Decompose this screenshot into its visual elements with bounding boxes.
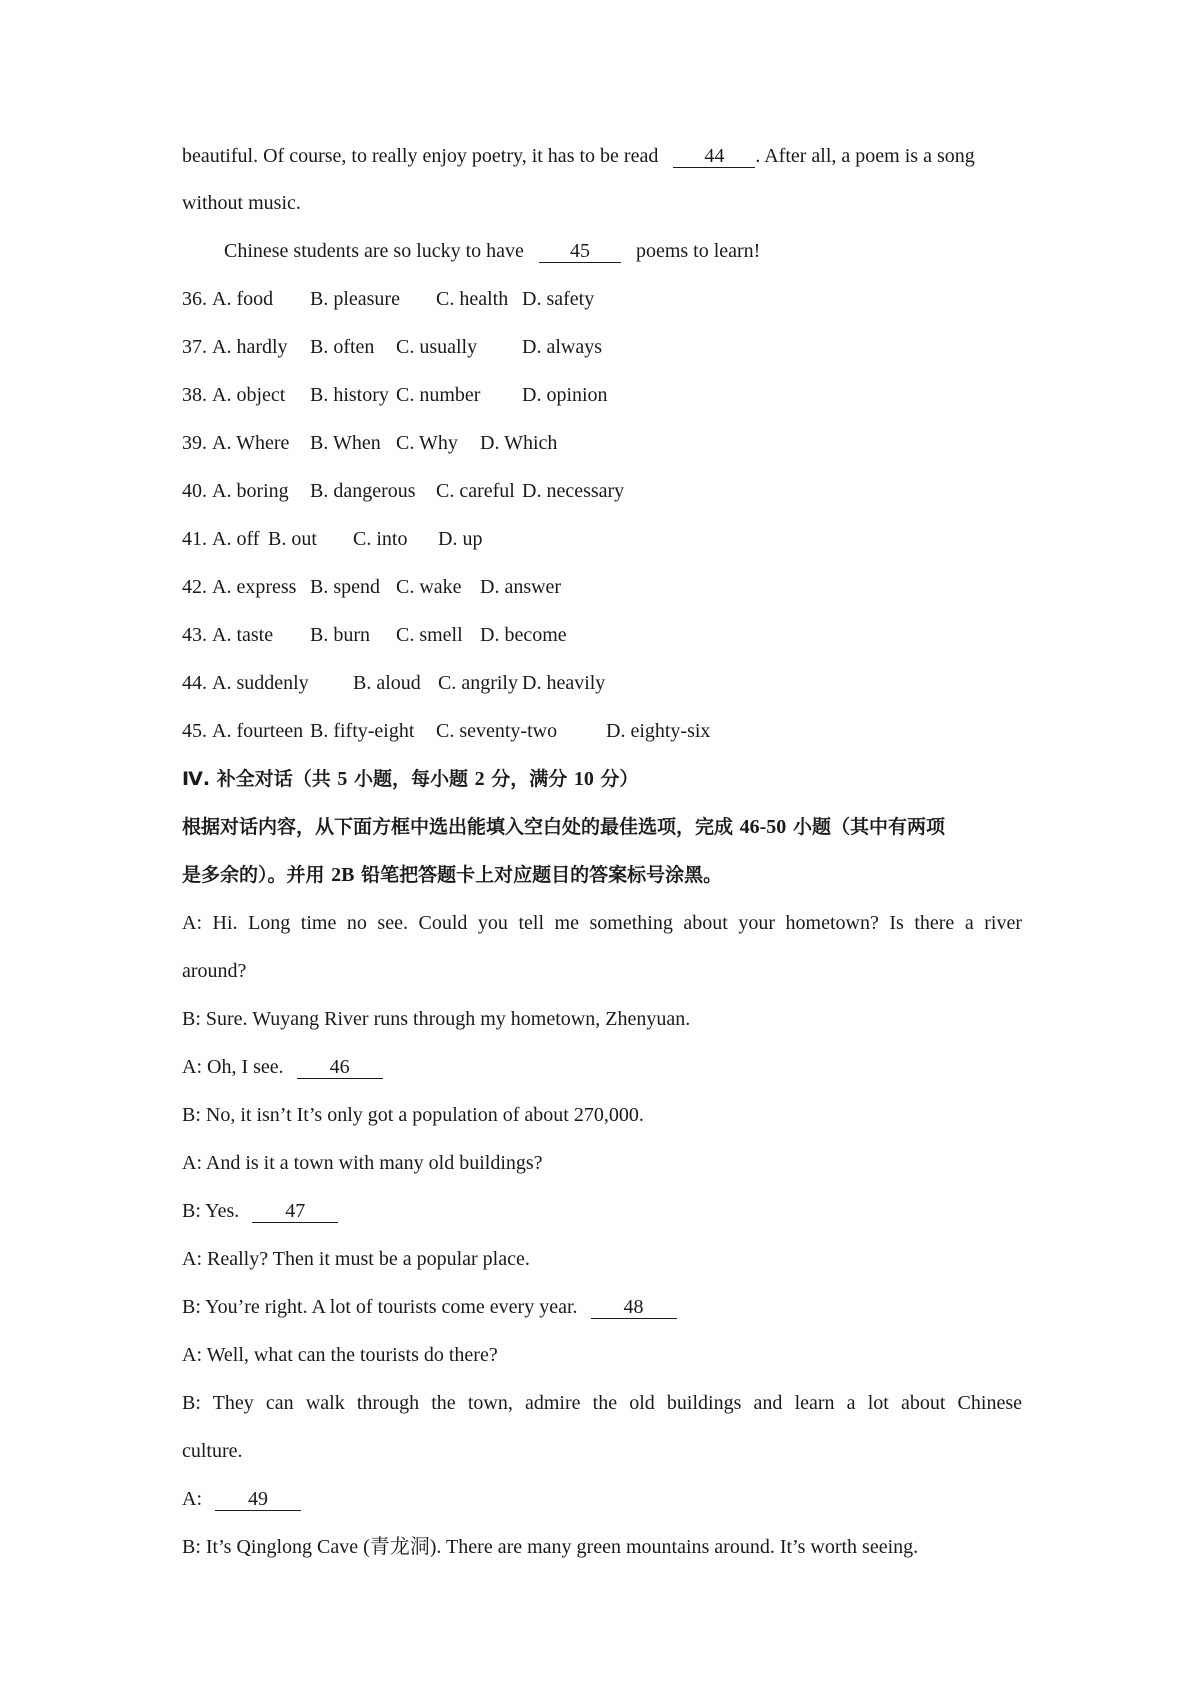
option-a: A. express: [212, 576, 297, 598]
question-number: 43.: [182, 624, 207, 646]
option-c: C. Why: [396, 432, 458, 454]
heading-number: 10: [573, 768, 594, 790]
instruction-text: 小题（其中有两项: [792, 816, 945, 838]
instruction-text: 是多余的）。并用: [182, 864, 325, 886]
dialogue-line: B: It’s Qinglong Cave (青龙洞). There are many green mountains around. It’s worth seeing.: [182, 1536, 919, 1558]
instruction-line-2: [182, 861, 1022, 889]
option-a: A. Where: [212, 432, 290, 454]
blank-47: 47: [252, 1200, 338, 1223]
question-45: [182, 717, 1022, 745]
question-40: [182, 477, 1022, 505]
passage-line-1: [182, 142, 1022, 170]
blank-44: 44: [673, 145, 755, 168]
dialogue-line: [182, 1197, 1022, 1225]
question-43: [182, 621, 1022, 649]
option-c: C. angrily: [438, 672, 518, 694]
question-number: 41.: [182, 528, 207, 550]
option-c: C. careful: [436, 480, 515, 502]
option-b: B. When: [310, 432, 381, 454]
instruction-number: 46-50: [739, 816, 787, 838]
option-c: C. number: [396, 384, 481, 406]
option-d: D. necessary: [522, 480, 625, 502]
option-c: C. wake: [396, 576, 462, 598]
dialogue-line: B: They can walk through the town, admire the old buildings and learn a lot about Chinese: [182, 1392, 1022, 1414]
option-d: D. eighty-six: [606, 720, 711, 742]
option-c: C. smell: [396, 624, 463, 646]
instruction-number: 2B: [331, 864, 355, 886]
question-number: 37.: [182, 336, 207, 358]
question-number: 45.: [182, 720, 207, 742]
question-number: 40.: [182, 480, 207, 502]
dialogue-line: [182, 1053, 1022, 1081]
option-d: D. safety: [522, 288, 595, 310]
heading-text: 小题，每小题: [353, 768, 468, 790]
option-b: B. aloud: [353, 672, 421, 694]
instruction-line-1: [182, 813, 1022, 841]
option-a: A. off: [212, 528, 260, 550]
option-b: B. history: [310, 384, 389, 406]
option-a: A. boring: [212, 480, 289, 502]
option-c: C. seventy-two: [436, 720, 558, 742]
option-c: C. usually: [396, 336, 478, 358]
dialogue-line: A: Hi. Long time no see. Could you tell me something about your hometown? Is there a river: [182, 912, 1022, 934]
question-number: 44.: [182, 672, 207, 694]
heading-text: 分，满分: [491, 768, 568, 790]
option-a: A. suddenly: [212, 672, 309, 694]
blank-45: 45: [539, 240, 621, 263]
question-number: 39.: [182, 432, 207, 454]
option-b: B. out: [268, 528, 317, 550]
section-heading: [182, 765, 1022, 793]
instruction-text: 铅笔把答题卡上对应题目的答案标号涂黑。: [361, 864, 723, 886]
question-36: [182, 285, 1022, 313]
question-39: [182, 429, 1022, 457]
dialogue-line: [182, 1485, 1022, 1513]
dialogue-line: B: Sure. Wuyang River runs through my hometown, Zhenyuan.: [182, 1008, 691, 1030]
dialogue-line: culture.: [182, 1440, 243, 1462]
blank-49: 49: [215, 1488, 301, 1511]
dialogue-line: [182, 1293, 1022, 1321]
option-a: A. hardly: [212, 336, 288, 358]
question-number: 42.: [182, 576, 207, 598]
blank-46: 46: [297, 1056, 383, 1079]
option-d: D. opinion: [522, 384, 608, 406]
question-number: 38.: [182, 384, 207, 406]
passage-text: poems to learn!: [635, 240, 761, 262]
option-a: A. taste: [212, 624, 274, 646]
question-42: [182, 573, 1022, 601]
passage-text: beautiful. Of course, to really enjoy poetry, it has to be read: [182, 145, 659, 167]
passage-line-2: without music.: [182, 192, 301, 214]
dialogue-line: A: Really? Then it must be a popular place.: [182, 1248, 530, 1270]
option-d: D. up: [438, 528, 483, 550]
passage-text: . After all, a poem is a song: [755, 145, 975, 167]
passage-line-3: [182, 237, 1064, 265]
dialogue-text: B: Yes.: [182, 1200, 240, 1222]
dialogue-text: A:: [182, 1488, 202, 1510]
option-c: C. health: [436, 288, 509, 310]
heading-number: 5: [337, 768, 348, 790]
dialogue-text: B: You’re right. A lot of tourists come every year.: [182, 1296, 578, 1318]
heading-text: 分）: [600, 768, 639, 790]
dialogue-line: around?: [182, 960, 247, 982]
option-c: C. into: [353, 528, 408, 550]
option-a: A. food: [212, 288, 274, 310]
option-b: B. spend: [310, 576, 380, 598]
question-44: [182, 669, 1022, 697]
option-d: D. answer: [480, 576, 562, 598]
passage-text: Chinese students are so lucky to have: [224, 240, 524, 262]
option-b: B. fifty-eight: [310, 720, 415, 742]
question-41: [182, 525, 1022, 553]
dialogue-line: B: No, it isn’t It’s only got a population of about 270,000.: [182, 1104, 644, 1126]
option-d: D. become: [480, 624, 567, 646]
option-d: D. always: [522, 336, 602, 358]
question-38: [182, 381, 1022, 409]
dialogue-text: A: Oh, I see.: [182, 1056, 284, 1078]
option-b: B. pleasure: [310, 288, 400, 310]
heading-number: 2: [474, 768, 485, 790]
question-number: 36.: [182, 288, 207, 310]
dialogue-line: A: And is it a town with many old buildings?: [182, 1152, 543, 1174]
option-b: B. burn: [310, 624, 370, 646]
blank-48: 48: [591, 1296, 677, 1319]
option-b: B. often: [310, 336, 375, 358]
option-d: D. Which: [480, 432, 558, 454]
dialogue-line: A: Well, what can the tourists do there?: [182, 1344, 498, 1366]
instruction-text: 根据对话内容，从下面方框中选出能填入空白处的最佳选项，完成: [182, 816, 734, 838]
question-37: [182, 333, 1022, 361]
option-b: B. dangerous: [310, 480, 416, 502]
option-a: A. object: [212, 384, 286, 406]
option-d: D. heavily: [522, 672, 606, 694]
option-a: A. fourteen: [212, 720, 304, 742]
heading-text: Ⅳ. 补全对话（共: [182, 768, 331, 790]
